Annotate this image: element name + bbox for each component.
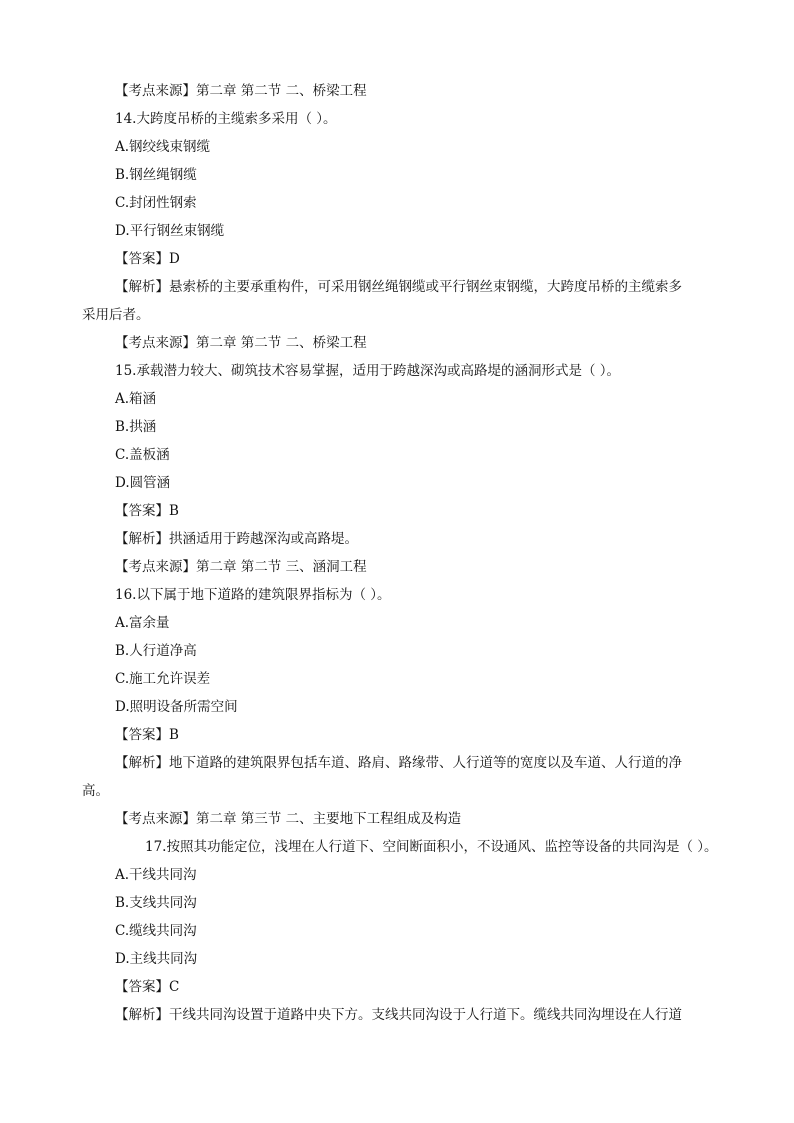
option-c: C.缆线共同沟 xyxy=(115,923,197,939)
question-15: 15.承载潜力较大、砌筑技术容易掌握，适用于跨越深沟或高路堤的涵洞形式是（ ）。 xyxy=(115,363,621,379)
source-line: 【考点来源】第二章 第二节 二、桥梁工程 xyxy=(115,335,367,351)
option-d: D.照明设备所需空间 xyxy=(115,699,238,715)
answer-line: 【答案】B xyxy=(115,503,179,519)
analysis-line: 【解析】干线共同沟设置于道路中央下方。支线共同沟设于人行道下。缆线共同沟埋设在人行道 xyxy=(115,1007,682,1023)
source-line: 【考点来源】第二章 第二节 二、桥梁工程 xyxy=(115,83,367,99)
analysis-line: 【解析】悬索桥的主要承重构件，可采用钢丝绳钢缆或平行钢丝束钢缆，大跨度吊桥的主缆索多 xyxy=(115,279,682,295)
answer-line: 【答案】D xyxy=(115,251,180,267)
analysis-line: 【解析】地下道路的建筑限界包括车道、路肩、路缘带、人行道等的宽度以及车道、人行道的净 xyxy=(115,755,682,771)
option-d: D.主线共同沟 xyxy=(115,951,198,967)
option-d: D.平行钢丝束钢缆 xyxy=(115,223,225,239)
option-a: A.富余量 xyxy=(115,615,170,631)
option-c: C.封闭性钢索 xyxy=(115,195,197,211)
option-c: C.盖板涵 xyxy=(115,447,170,463)
question-16: 16.以下属于地下道路的建筑限界指标为（ ）。 xyxy=(115,587,391,603)
option-d: D.圆管涵 xyxy=(115,475,171,491)
option-a: A.箱涵 xyxy=(115,391,157,407)
question-17: 17.按照其功能定位，浅埋在人行道下、空间断面积小，不设通风、监控等设备的共同沟是（ ）。 xyxy=(145,839,718,855)
answer-line: 【答案】C xyxy=(115,979,180,995)
analysis-continuation: 采用后者。 xyxy=(82,307,150,323)
option-b: B.支线共同沟 xyxy=(115,895,197,911)
source-line: 【考点来源】第二章 第三节 二、主要地下工程组成及构造 xyxy=(115,811,462,827)
option-b: B.钢丝绳钢缆 xyxy=(115,167,197,183)
option-a: A.干线共同沟 xyxy=(115,867,197,883)
question-14: 14.大跨度吊桥的主缆索多采用（ ）。 xyxy=(115,111,337,127)
option-b: B.人行道净高 xyxy=(115,643,197,659)
option-a: A.钢绞线束钢缆 xyxy=(115,139,211,155)
analysis-line: 【解析】拱涵适用于跨越深沟或高路堤。 xyxy=(115,531,358,547)
analysis-continuation: 高。 xyxy=(82,783,109,799)
option-b: B.拱涵 xyxy=(115,419,157,435)
option-c: C.施工允许误差 xyxy=(115,671,211,687)
answer-line: 【答案】B xyxy=(115,727,179,743)
source-line: 【考点来源】第二章 第二节 三、涵洞工程 xyxy=(115,559,367,575)
